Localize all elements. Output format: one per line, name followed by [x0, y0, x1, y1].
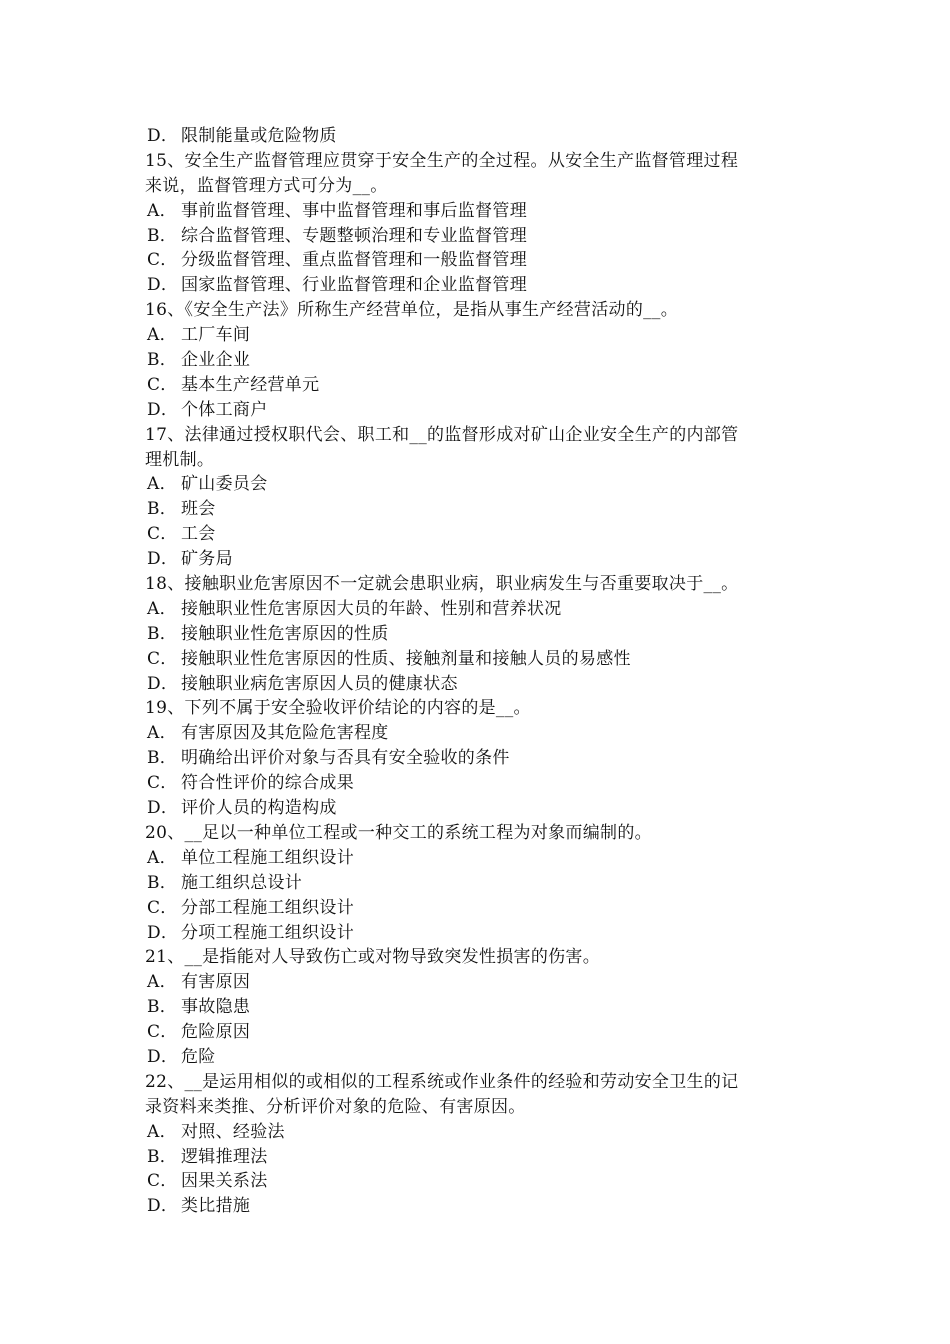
option-line	[145, 1020, 813, 1045]
option-line	[145, 921, 813, 946]
option-letter: A．	[147, 723, 177, 744]
question-line: 21、__是指能对人导致伤亡或对物导致突发性损害的伤害。	[145, 947, 601, 968]
option-letter: D．	[147, 798, 179, 819]
option-text: 分部工程施工组织设计	[181, 897, 354, 918]
option-text: 国家监督管理、行业监督管理和企业监督管理	[181, 275, 527, 296]
option-line	[145, 1120, 813, 1145]
option-line	[145, 672, 813, 697]
option-letter: B．	[147, 499, 178, 520]
option-text: 工厂车间	[181, 325, 251, 346]
option-line	[145, 497, 813, 522]
option-text: 工会	[181, 524, 216, 545]
option-text: 综合监督管理、专题整顿治理和专业监督管理	[181, 225, 527, 246]
option-text: 单位工程施工组织设计	[181, 847, 354, 868]
option-line	[145, 323, 813, 348]
option-line	[145, 597, 813, 622]
question-line: 18、接触职业危害原因不一定就会患职业病，职业病发生与否重要取决于__。	[145, 574, 739, 595]
option-letter: D．	[147, 922, 179, 943]
option-letter: D．	[147, 1046, 179, 1067]
question-line: 17、法律通过授权职代会、职工和__的监督形成对矿山企业安全生产的内部管	[145, 424, 739, 445]
option-letter: D．	[147, 126, 179, 146]
option-text: 接触职业性危害原因的性质、接触剂量和接触人员的易感性	[181, 648, 631, 669]
option-text: 矿务局	[181, 549, 233, 570]
option-text: 班会	[181, 499, 216, 520]
option-text: 限制能量或危险物质	[181, 126, 337, 146]
option-line	[145, 1194, 813, 1219]
option-text: 有害原因	[181, 972, 251, 993]
option-text: 分项工程施工组织设计	[181, 922, 354, 943]
option-line	[145, 796, 813, 821]
option-text: 评价人员的构造构成	[181, 798, 337, 819]
option-line	[145, 622, 813, 647]
option-line	[145, 647, 813, 672]
option-text: 符合性评价的综合成果	[181, 773, 354, 794]
option-letter: B．	[147, 1146, 178, 1167]
option-text: 危险原因	[181, 1022, 251, 1043]
question-line: 理机制。	[145, 449, 215, 470]
option-line	[145, 398, 813, 423]
option-line	[145, 199, 813, 224]
question-line: 来说，监督管理方式可分为__。	[145, 175, 388, 196]
option-letter: C．	[147, 1022, 178, 1043]
option-line	[145, 522, 813, 547]
option-letter: C．	[147, 897, 178, 918]
option-letter: A．	[147, 847, 177, 868]
option-text: 矿山委员会	[181, 474, 268, 495]
option-letter: B．	[147, 350, 178, 371]
option-letter: A．	[147, 474, 177, 495]
document-page	[145, 124, 813, 1219]
option-text: 企业企业	[181, 350, 251, 371]
option-line	[145, 896, 813, 921]
option-line	[145, 1145, 813, 1170]
option-text: 个体工商户	[181, 399, 268, 420]
question-line: 16、《安全生产法》所称生产经营单位，是指从事生产经营活动的__。	[145, 300, 679, 321]
option-line	[145, 995, 813, 1020]
option-line	[145, 547, 813, 572]
option-line	[145, 248, 813, 273]
option-text: 接触职业性危害原因的性质	[181, 623, 389, 644]
option-line	[145, 871, 813, 896]
option-letter: B．	[147, 872, 178, 893]
question-line: 22、__是运用相似的或相似的工程系统或作业条件的经验和劳动安全卫生的记	[145, 1071, 739, 1092]
option-letter: A．	[147, 1121, 177, 1142]
option-letter: C．	[147, 374, 178, 395]
option-line	[145, 1169, 813, 1194]
option-line	[145, 746, 813, 771]
question-line: 20、__足以一种单位工程或一种交工的系统工程为对象而编制的。	[145, 822, 652, 843]
option-line	[145, 721, 813, 746]
option-line	[145, 1045, 813, 1070]
question-line: 15、安全生产监督管理应贯穿于安全生产的全过程。从安全生产监督管理过程	[145, 150, 739, 171]
option-letter: C．	[147, 773, 178, 794]
option-text: 类比措施	[181, 1196, 251, 1217]
option-letter: A．	[147, 598, 177, 619]
option-letter: A．	[147, 325, 177, 346]
option-text: 对照、经验法	[181, 1121, 285, 1142]
option-text: 接触职业病危害原因人员的健康状态	[181, 673, 458, 694]
option-text: 基本生产经营单元	[181, 374, 320, 395]
option-letter: D．	[147, 399, 179, 420]
option-line	[145, 846, 813, 871]
option-text: 分级监督管理、重点监督管理和一般监督管理	[181, 250, 527, 271]
option-line	[145, 124, 813, 149]
option-letter: C．	[147, 250, 178, 271]
option-letter: A．	[147, 200, 177, 221]
option-letter: A．	[147, 972, 177, 993]
option-line	[145, 771, 813, 796]
option-line	[145, 348, 813, 373]
option-letter: C．	[147, 648, 178, 669]
option-letter: B．	[147, 225, 178, 246]
option-letter: B．	[147, 997, 178, 1018]
question-line: 19、下列不属于安全验收评价结论的内容的是__。	[145, 698, 531, 719]
option-letter: B．	[147, 748, 178, 769]
option-line	[145, 472, 813, 497]
option-letter: D．	[147, 549, 179, 570]
option-text: 明确给出评价对象与否具有安全验收的条件	[181, 748, 510, 769]
option-letter: D．	[147, 275, 179, 296]
option-text: 有害原因及其危险危害程度	[181, 723, 389, 744]
option-text: 因果关系法	[181, 1171, 268, 1192]
option-letter: D．	[147, 1196, 179, 1217]
option-line	[145, 224, 813, 249]
option-text: 危险	[181, 1046, 216, 1067]
option-text: 施工组织总设计	[181, 872, 303, 893]
option-line	[145, 970, 813, 995]
option-text: 接触职业性危害原因大员的年龄、性别和营养状况	[181, 598, 562, 619]
option-letter: B．	[147, 623, 178, 644]
option-text: 逻辑推理法	[181, 1146, 268, 1167]
option-text: 事故隐患	[181, 997, 251, 1018]
option-letter: C．	[147, 1171, 178, 1192]
option-letter: C．	[147, 524, 178, 545]
option-letter: D．	[147, 673, 179, 694]
option-text: 事前监督管理、事中监督管理和事后监督管理	[181, 200, 527, 221]
question-line: 录资料来类推、分析评价对象的危险、有害原因。	[145, 1096, 526, 1117]
option-line	[145, 373, 813, 398]
option-line	[145, 273, 813, 298]
